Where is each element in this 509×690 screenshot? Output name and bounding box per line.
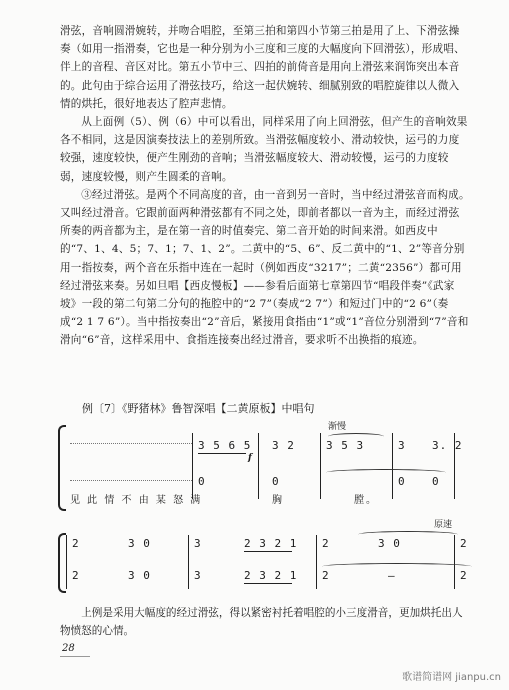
barline xyxy=(258,433,259,499)
tempo-mark: 渐慢 xyxy=(328,422,347,432)
note-group: 2 xyxy=(322,569,330,582)
lyrics: 膛。 xyxy=(354,495,378,506)
tempo-mark: 原速 xyxy=(434,520,453,530)
beam xyxy=(244,583,292,584)
barline xyxy=(320,433,321,499)
barline xyxy=(188,535,189,589)
note-group: 2 3 2 1 xyxy=(244,537,298,550)
note-group: 2 3 2 1 xyxy=(244,569,298,582)
body-text xyxy=(60,22,470,350)
barline xyxy=(392,433,393,499)
barline xyxy=(454,535,455,589)
slur xyxy=(358,531,458,538)
note-group: 2 xyxy=(460,537,468,550)
barline xyxy=(192,433,193,499)
note-group: 3 xyxy=(398,439,406,452)
lyrics: 见 此 情 不 由 某 怒 满 xyxy=(70,495,203,506)
note-group: 3 0 xyxy=(128,537,151,550)
note-group: 3 0 xyxy=(128,569,151,582)
paragraph-3: ③经过滑弦。是两个不同高度的音，由一音到另一音时，当中经过滑弦音而构成。又叫经过滑音。它跟前面两种滑弦都有不同之处，即前者都以一音为主，而经过滑弦所奏的两音都为主，是在第一音的时值奏完、第二音开始的时间来滑。如西皮中的“7、1、4、5；7、1；7、1、2”。二黄中的“5、6”、反二黄中的“1、2”等音分别用一指按奏，两个音在乐指中连在一起时（例如西皮“3217”；二黄“2356”）都可用经过滑弦来奏。另如旦唱【西皮慢板】——参看后面第七章第四节“唱段伴奏”《武家坡》一段的第二句第二分句的拖腔中的“2 7”（奏成“2 7”）和短过门中的“2 6”（奏成“2 1 7 6”）。当中指按奏出“2”音后，紧接用食指由“1”或“1”音位分别滑到“7”音和滑向“6”音，这样采用中、食指连接奏出经过滑音，要求听不出换指的痕迹。 xyxy=(60,188,470,347)
note-group: 0 xyxy=(432,475,440,488)
barline xyxy=(66,535,67,589)
note-group: 2 xyxy=(322,537,330,550)
page-number: 28 xyxy=(62,643,75,654)
note-group: 3 xyxy=(194,569,202,582)
slur xyxy=(326,469,446,476)
staff-line xyxy=(70,443,192,444)
note-group: 2 xyxy=(460,569,468,582)
note-group: 2 xyxy=(72,537,80,550)
note-group: — xyxy=(388,569,396,582)
page-number-rule xyxy=(60,656,90,657)
note-group: 3. 2 xyxy=(432,439,463,452)
note-group: 3 0 xyxy=(378,537,401,550)
barline xyxy=(316,535,317,589)
watermark: 歌谱简谱网 jianpu.cn xyxy=(402,672,501,683)
closing-paragraph: 上例是采用大幅度的经过滑弦，得以紧密衬托着唱腔的小三度滑音，更加烘托出人物愤怒的心情。 xyxy=(60,607,463,637)
example-title: 例〔7〕《野猪林》鲁智深唱【二黄原板】中唱句 xyxy=(82,402,315,415)
note-group: 3 5 3 xyxy=(326,439,365,452)
note-group: 0 xyxy=(398,475,406,488)
beam xyxy=(198,453,246,454)
slur xyxy=(328,433,384,440)
note-group: 3 xyxy=(194,537,202,550)
slur xyxy=(322,563,472,570)
note-group: 0 xyxy=(272,475,280,488)
lyrics: 胸 xyxy=(272,495,284,506)
note-group: 3 2 xyxy=(272,439,295,452)
paragraph-1: 滑弦，音响圆滑婉转，并吻合唱腔，至第三拍和第四小节第三拍是用了上、下滑弦操奏（如用一指滑奏，它也是一种分别为小三度和三度的大幅度向下回滑弦），形成唱、伴上的音程、音区对比。第五小节中三、四拍的前倚音是用向上滑弦来润饰突出本音的。此句由于综合运用了滑弦技巧，给这一起伏婉转、细腻别致的唱腔旋律以人微入情的烘托，很好地表达了腔声悲情。 xyxy=(60,25,465,110)
staff-line xyxy=(70,480,192,481)
system-bracket xyxy=(58,425,66,511)
dynamic-mark: f xyxy=(248,453,252,463)
note-group: 3 5 6 5 xyxy=(198,439,252,452)
system-bracket xyxy=(58,533,66,593)
note-group: 2 xyxy=(72,569,80,582)
beam xyxy=(244,551,292,552)
paragraph-2: 从上面例（5）、例（6）中可以看出，同样采用了向上回滑弦，但产生的音响效果各不相同，这是因演奏技法上的差别所致。当滑弦幅度较小、滑动较快，运弓的力度较强，速度较快，便产生刚劲的音响；当滑弦幅度较大、滑动较慢，运弓的力度较弱，速度较慢，则产生圆柔的音响。 xyxy=(60,116,468,183)
note-group: 0 xyxy=(198,475,206,488)
music-score xyxy=(58,422,478,605)
